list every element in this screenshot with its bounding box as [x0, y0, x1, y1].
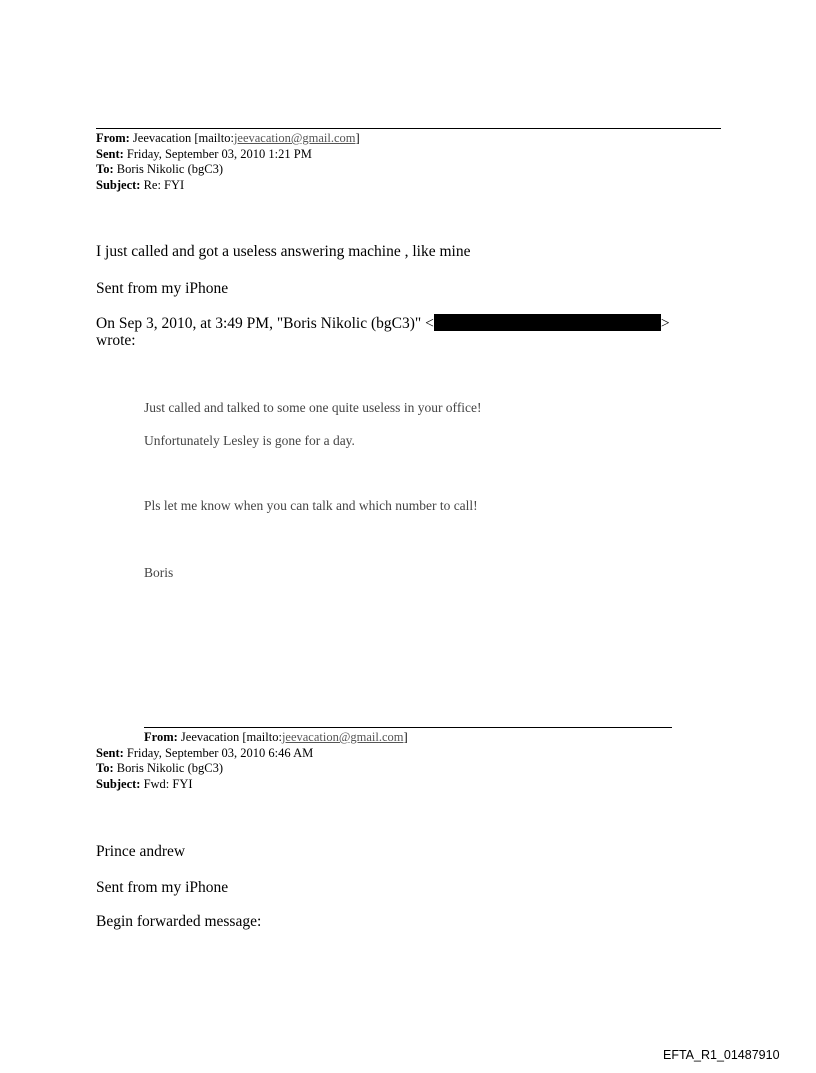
- subject-label: Subject:: [96, 177, 141, 192]
- from-line: [96, 131, 360, 147]
- to-line-second: [96, 761, 408, 777]
- from-label-second: From:: [144, 730, 178, 744]
- from-email-link[interactable]: jeevacation@gmail.com: [233, 131, 356, 145]
- from-line-second: [96, 730, 408, 746]
- to-label: To:: [96, 162, 114, 176]
- subject-line-second: [96, 777, 408, 793]
- from-close: ]: [355, 131, 360, 145]
- from-name: Jeevacation [mailto:: [132, 131, 234, 145]
- to-label-second: To:: [96, 761, 114, 775]
- signature-line-2: Sent from my iPhone: [96, 879, 229, 896]
- from-close-second: ]: [403, 730, 408, 744]
- wrote-word: wrote:: [96, 332, 136, 349]
- wrote-suffix: >: [660, 315, 670, 332]
- from-email-link-second[interactable]: jeevacation@gmail.com: [281, 730, 404, 744]
- sent-line-second: [96, 746, 408, 762]
- quoted-line-1: Just called and talked to some one quite useless in your office!: [144, 400, 482, 415]
- forwarded-line: Begin forwarded message:: [96, 913, 262, 930]
- sent-value-second: Friday, September 03, 2010 6:46 AM: [126, 745, 314, 760]
- sent-value: Friday, September 03, 2010 1:21 PM: [126, 146, 312, 161]
- to-value-second: Boris Nikolic (bgC3): [116, 761, 223, 775]
- header-separator-top: [96, 128, 721, 129]
- from-label: From:: [96, 131, 130, 145]
- quoted-signoff: Boris: [144, 565, 174, 580]
- document-id: EFTA_R1_01487910: [663, 1048, 780, 1062]
- wrote-line: [96, 314, 670, 333]
- quoted-line-2: Unfortunately Lesley is gone for a day.: [144, 433, 355, 448]
- quoted-line-3: Pls let me know when you can talk and which number to call!: [144, 498, 478, 513]
- email-header-first: [96, 131, 360, 193]
- redaction-block: [434, 314, 661, 331]
- subject-value-second: Fwd: FYI: [143, 776, 193, 791]
- from-name-second: Jeevacation [mailto:: [180, 730, 282, 744]
- to-value: Boris Nikolic (bgC3): [116, 162, 223, 176]
- email-header-second: [96, 730, 408, 792]
- sent-label: Sent:: [96, 146, 124, 161]
- wrote-prefix: On Sep 3, 2010, at 3:49 PM, "Boris Nikolic (bgC3)" <: [96, 315, 434, 332]
- subject-value: Re: FYI: [143, 177, 185, 192]
- body-line-1: I just called and got a useless answering machine , like mine: [96, 243, 471, 260]
- to-line: [96, 162, 360, 178]
- header-separator-second: [144, 727, 672, 728]
- subject-label-second: Subject:: [96, 776, 141, 791]
- body-line-2: Prince andrew: [96, 843, 186, 860]
- sent-label-second: Sent:: [96, 745, 124, 760]
- subject-line: [96, 178, 360, 194]
- sent-line: [96, 147, 360, 163]
- signature-line-1: Sent from my iPhone: [96, 280, 229, 297]
